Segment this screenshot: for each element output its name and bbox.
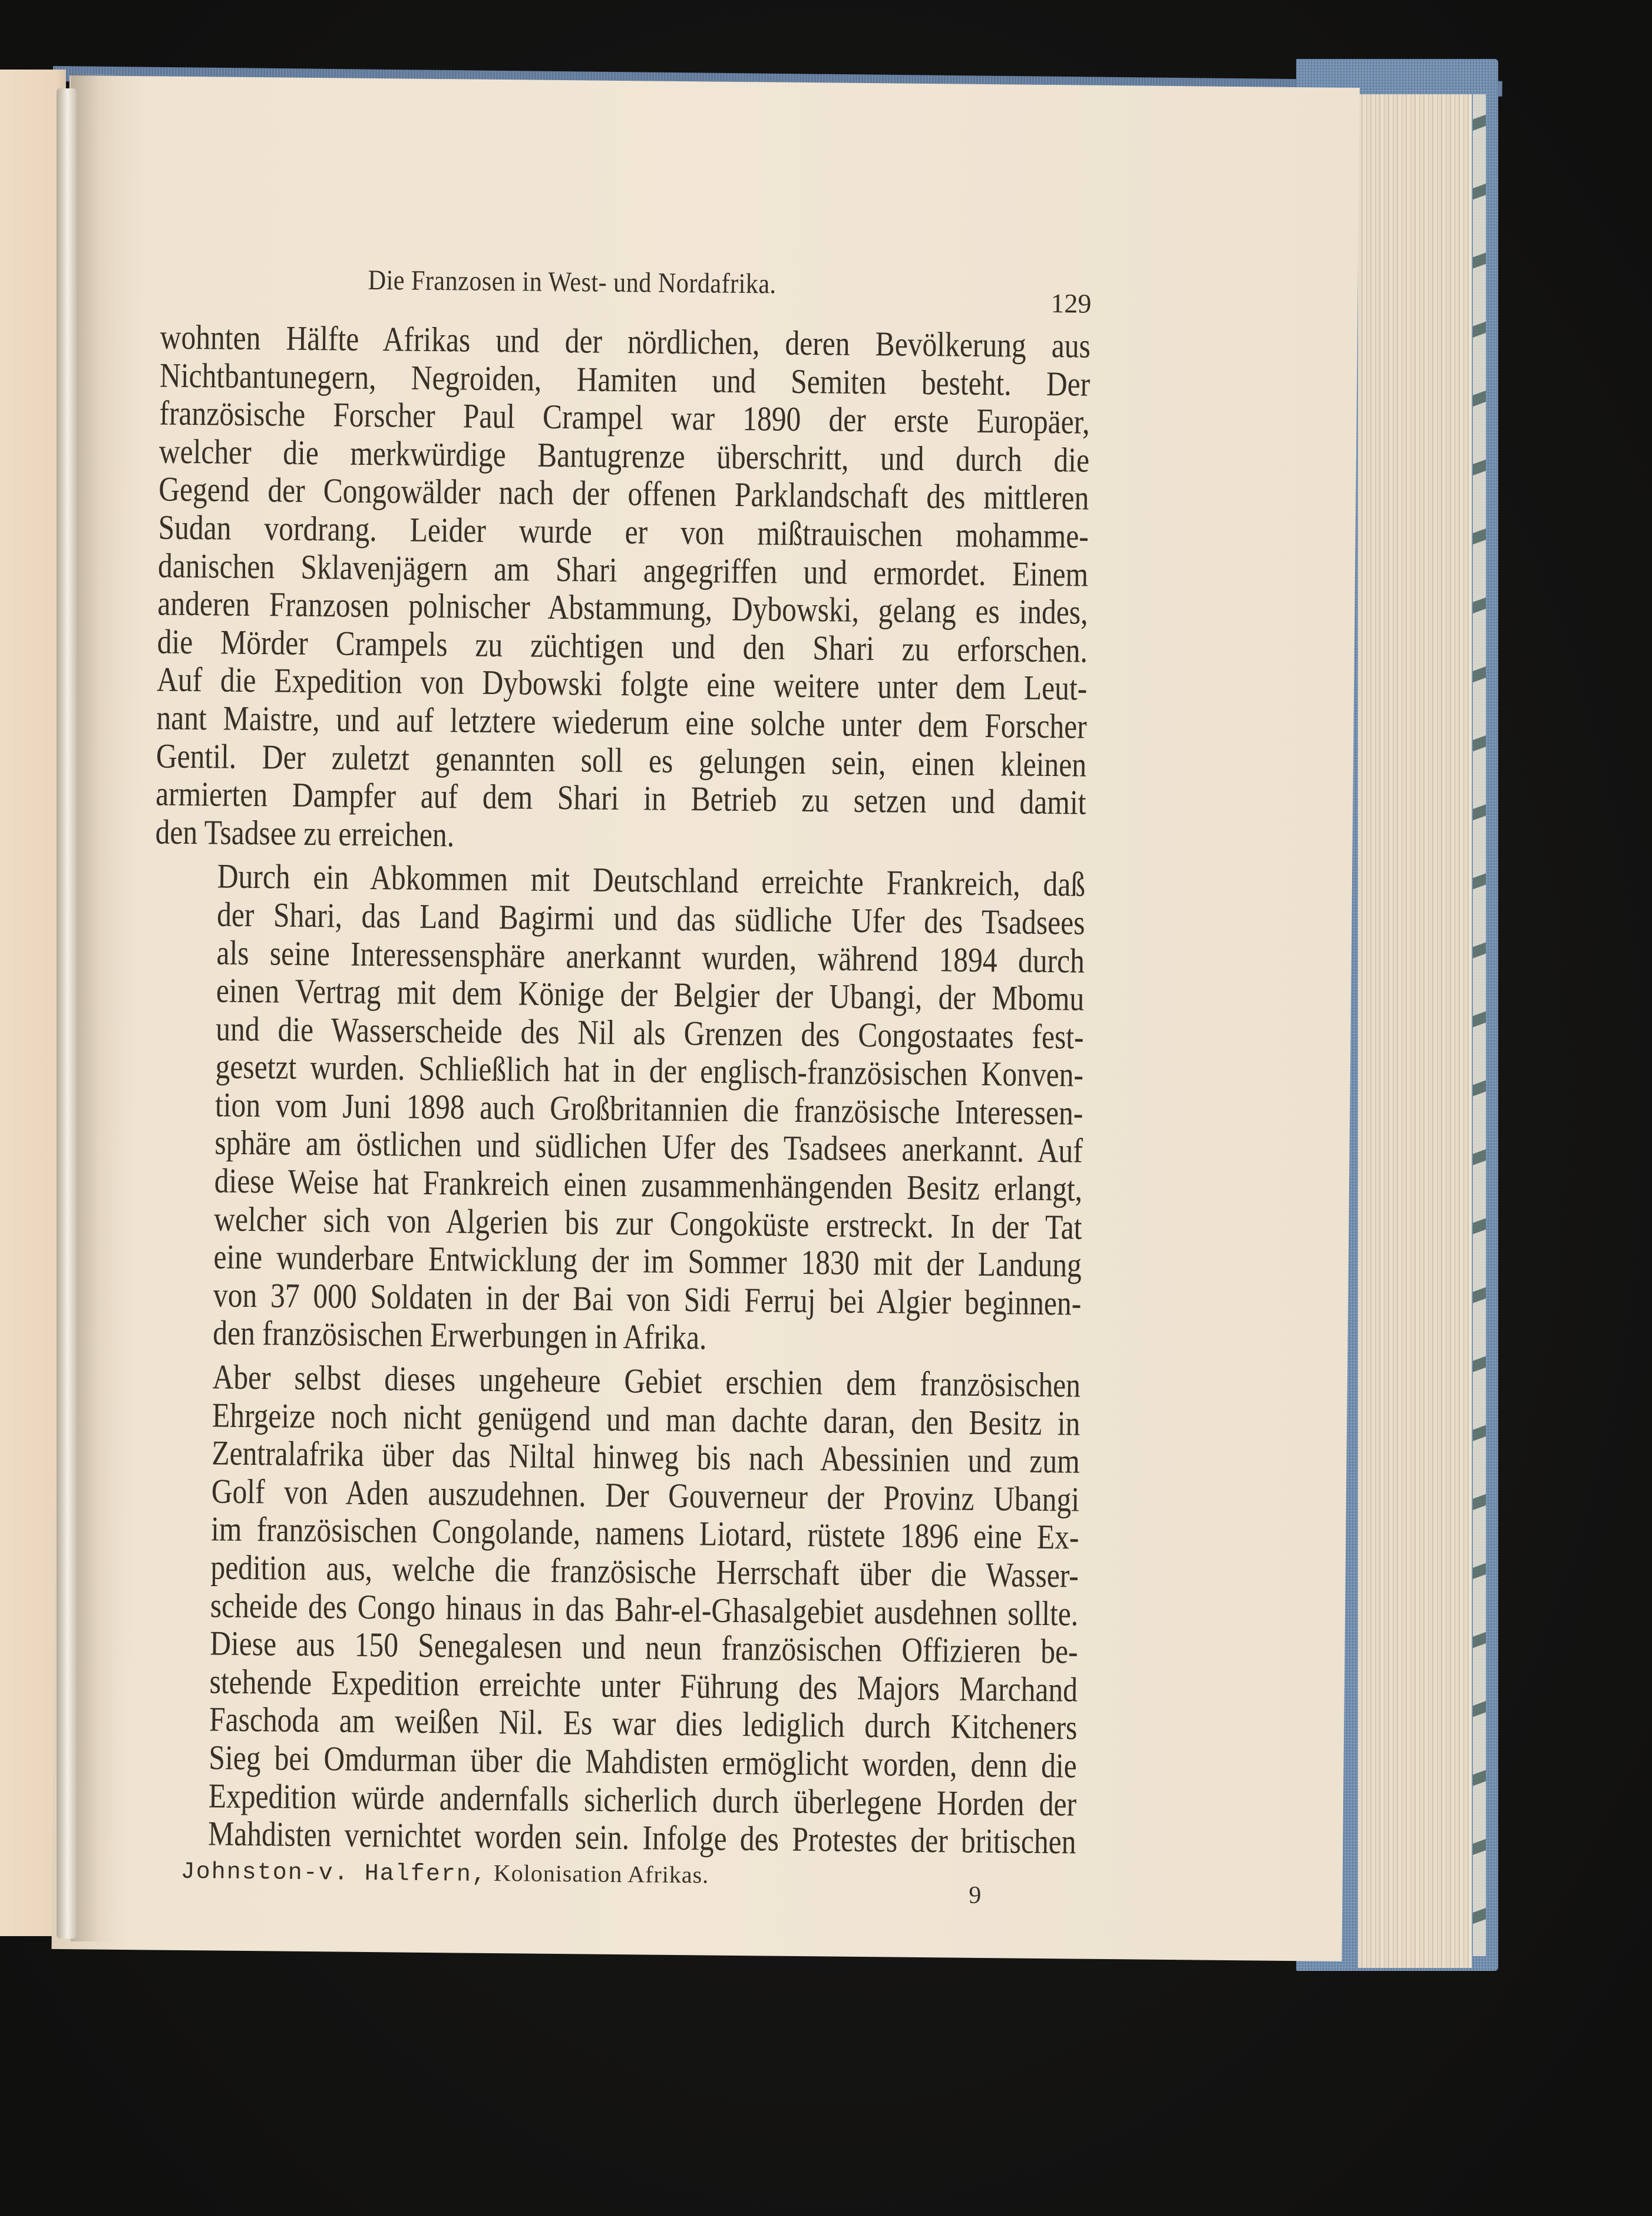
bookmark-ribbon [57,88,77,1938]
text-line: Gegend der Congowälder nach der offenen Parklandschaft des mittleren [158,469,1089,518]
text-line: Sudan vordrang. Leider wurde er von mißtrauischen mohamme- [158,507,1089,556]
page-number: 129 [1050,288,1092,319]
text-line: Zentralafrika über das Niltal hinweg bis nach Abessinien und zum [212,1433,1081,1481]
text-line: Ehrgeize noch nicht genügend und man dachte daran, den Besitz in [212,1395,1081,1443]
text-line: armierten Dampfer auf dem Shari in Betrieb zu setzen und damit [155,774,1086,822]
body-text [146,318,1091,1861]
text-line: scheide des Congo hinaus in das Bahr-el-Ghasalgebiet ausdehnen sollte. [210,1586,1079,1633]
running-head [160,253,1092,327]
text-line: eine wunderbare Entwicklung der im Sommer 1830 mit der Landung [213,1237,1082,1284]
text-line: Nichtbantunegern, Negroiden, Hamiten und Semiten besteht. Der [159,355,1091,404]
paragraph-1 [155,318,1091,859]
text-block [145,253,1092,1912]
text-line: welcher sich von Algerien bis zur Congoküste erstreckt. In der Tat [213,1199,1082,1247]
text-line: Durch ein Abkommen mit Deutschland erreichte Frankreich, daß [217,856,1086,904]
text-line: als seine Interessensphäre anerkannt wurden, während 1894 durch [216,932,1085,980]
text-line: Auf die Expedition von Dybowski folgte eine weitere unter dem Leut- [156,659,1088,708]
text-line: Sieg bei Omdurman über die Mahdisten ermöglicht worden, denn die [209,1738,1078,1785]
signature-title: Kolonisation Afrikas. [493,1859,709,1888]
text-line: Mahdisten vernichtet worden sein. Infolge des Protestes der britischen [207,1814,1076,1861]
text-line: tion vom Juni 1898 auch Großbritannien die französische Interessen- [214,1085,1083,1132]
paragraph-3 [146,1357,1081,1861]
text-line: Diese aus 150 Senegalesen und neun französischen Offizieren be- [209,1623,1078,1671]
text-line: Expedition würde andernfalls sicherlich durch überlegene Horden der [208,1775,1077,1824]
text-line: wohnten Hälfte Afrikas und der nördlichen, deren Bevölkerung aus [160,317,1091,365]
text-line: französische Forscher Paul Crampel war 1890 der erste Europäer, [159,393,1090,441]
text-line: diese Weise hat Frankreich einen zusammenhängenden Besitz erlangt, [214,1161,1083,1208]
text-line: danischen Sklavenjägern am Shari angegriffen und ermordet. Einem [157,546,1089,594]
signature-line [181,1856,709,1891]
text-line: stehende Expedition erreichte unter Führung des Majors Marchand [209,1662,1078,1709]
gutter-shadow [71,74,118,1941]
paragraph-2 [150,857,1085,1360]
text-line: nant Maistre, und auf letztere wiederum eine solche unter dem Forscher [156,698,1087,746]
text-line: einen Vertrag mit dem Könige der Belgier der Ubangi, der Mbomu [216,970,1085,1018]
text-line: Golf von Aden auszudehnen. Der Gouverneur der Provinz Ubangi [211,1471,1080,1519]
text-line: im französischen Congolande, namens Liotard, rüstete 1896 eine Ex- [210,1509,1079,1557]
signature-author: Johnston-v. Halfern, [180,1858,488,1888]
text-line: den Tsadsee zu erreichen. [155,812,455,854]
text-line: von 37 000 Soldaten in der Bai von Sidi Ferruj bei Algier beginnen- [213,1275,1082,1323]
text-line: sphäre am östlichen und südlichen Ufer des Tsadsees anerkannt. Auf [214,1122,1083,1171]
text-line: welcher die merkwürdige Bantugrenze überschritt, und durch die [158,431,1090,480]
text-line: Aber selbst dieses ungeheure Gebiet erschien dem französischen [212,1357,1081,1405]
footer [145,1855,1076,1911]
text-line: gesetzt wurden. Schließlich hat in der englisch-französischen Konven- [215,1046,1084,1094]
text-line: und die Wasserscheide des Nil als Grenzen des Congostaates fest- [216,1009,1084,1056]
text-line: Faschoda am weißen Nil. Es war dies lediglich durch Kitcheners [209,1699,1078,1747]
running-title: Die Franzosen in West- und Nordafrika. [368,264,777,300]
endpaper-pattern [1473,94,1486,1956]
text-line: den französischen Erwerbungen in Afrika. [213,1313,707,1357]
text-line: die Mörder Crampels zu züchtigen und den Shari zu erforschen. [157,622,1088,670]
text-line: pedition aus, welche die französische Herrschaft über die Wasser- [210,1547,1079,1595]
book-page-129 [51,75,1359,1961]
text-line: der Shari, das Land Bagirmi und das südliche Ufer des Tsadsees [216,894,1085,942]
page-stack-fore-edge [1358,94,1472,1968]
text-line: Gentil. Der zuletzt genannten soll es gelungen sein, einen kleinen [156,735,1087,784]
sheet-number: 9 [969,1881,982,1909]
text-line: anderen Franzosen polnischer Abstammung, Dybowski, gelang es indes, [157,583,1088,632]
